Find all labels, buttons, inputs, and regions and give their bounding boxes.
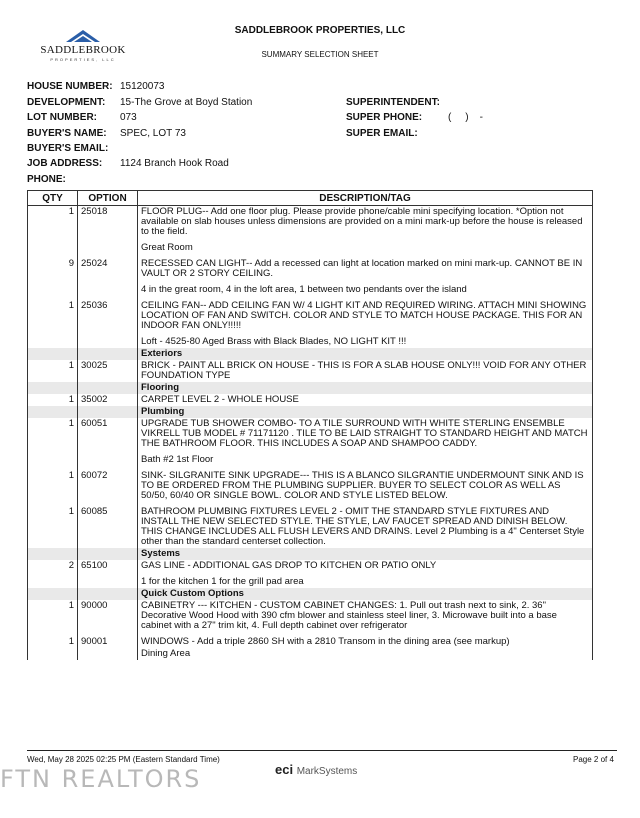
option-cell: 60085 [78, 506, 138, 548]
table-row [28, 418, 593, 450]
buyers-email-label: BUYER'S EMAIL: [27, 143, 109, 154]
super-phone-label: SUPER PHONE: [346, 112, 423, 123]
table-row [28, 360, 593, 382]
section-row [28, 382, 593, 394]
table-row [28, 576, 593, 588]
buyers-name-label: BUYER'S NAME: [27, 128, 107, 139]
ftn-realtors-watermark: FTN REALTORS [0, 765, 202, 793]
description-header: DESCRIPTION/TAG [138, 191, 593, 206]
note-cell: Dining Area [138, 648, 593, 660]
qty-cell [28, 648, 78, 660]
option-cell: 65100 [78, 560, 138, 572]
table-row [28, 560, 593, 572]
note-cell: Bath #2 1st Floor [138, 454, 593, 466]
option-cell: 25036 [78, 300, 138, 332]
section-quick-custom-options: Quick Custom Options [138, 588, 593, 600]
section-row [28, 588, 593, 600]
brand-eci: eci [275, 762, 294, 777]
section-row [28, 406, 593, 418]
note-cell: 1 for the kitchen 1 for the grill pad area [138, 576, 593, 588]
description-cell: CEILING FAN-- ADD CEILING FAN W/ 4 LIGHT KIT AND REQUIRED WIRING. ATTACH MINI SHOWING LOCATION OF FAN AND SWITCH. COLOR AND STYLE TO MATCH HOUSE PACKAGE. THIS FOR AN INDOOR FAN ONLY!!!!! [138, 300, 593, 332]
option-cell [78, 336, 138, 348]
super-email-label: SUPER EMAIL: [346, 128, 418, 139]
qty-cell [28, 242, 78, 254]
table-row [28, 506, 593, 548]
table-row [28, 394, 593, 406]
option-cell: 90000 [78, 600, 138, 632]
qty-cell [28, 454, 78, 466]
table-row [28, 300, 593, 332]
sheet-title: SUMMARY SELECTION SHEET [261, 50, 379, 59]
option-cell: 25018 [78, 206, 138, 239]
buyers-name-value: SPEC, LOT 73 [120, 128, 186, 139]
option-cell [78, 576, 138, 588]
table-row [28, 258, 593, 280]
qty-cell: 1 [28, 206, 78, 239]
description-cell: CABINETRY --- KITCHEN - CUSTOM CABINET CHANGES: 1. Pull out trash next to sink, 2. 36" Decorative Wood Hood with 390 cfm blower and stainless steel liner, 3. Microwave built into a base cabinet with a 27" trim kit, 4. Full depth cabinet over refrigerator [138, 600, 593, 632]
section-row [28, 348, 593, 360]
qty-cell: 1 [28, 636, 78, 648]
qty-cell [28, 576, 78, 588]
development-label: DEVELOPMENT: [27, 97, 106, 108]
table-row [28, 336, 593, 348]
option-cell: 30025 [78, 360, 138, 382]
super-phone-value: ( ) - [448, 112, 483, 123]
print-datetime: Wed, May 28 2025 02:25 PM (Eastern Standard Time) [27, 755, 220, 764]
section-systems: Systems [138, 548, 593, 560]
table-row [28, 470, 593, 502]
qty-cell: 1 [28, 506, 78, 548]
description-cell: FLOOR PLUG-- Add one floor plug. Please provide phone/cable mini specifying location. *Option not available on slab houses unless dimensions are provided on a mini mark-up before the house is released to the field. [138, 206, 593, 239]
company-name: SADDLEBROOK PROPERTIES, LLC [234, 25, 406, 36]
table-header-row [28, 191, 593, 206]
development-value: 15-The Grove at Boyd Station [120, 97, 253, 108]
description-cell: BRICK - PAINT ALL BRICK ON HOUSE - THIS IS FOR A SLAB HOUSE ONLY!!! VOID FOR ANY OTHER FOUNDATION TYPE [138, 360, 593, 382]
table-row [28, 648, 593, 660]
option-cell [78, 242, 138, 254]
section-flooring: Flooring [138, 382, 593, 394]
logo-subtitle: PROPERTIES, LLC [50, 57, 116, 62]
description-cell: GAS LINE - ADDITIONAL GAS DROP TO KITCHEN OR PATIO ONLY [138, 560, 593, 572]
qty-cell: 1 [28, 394, 78, 406]
description-cell: WINDOWS - Add a triple 2860 SH with a 2810 Transom in the dining area (see markup) [138, 636, 593, 648]
option-cell: 35002 [78, 394, 138, 406]
selections-table [27, 190, 593, 660]
table-row [28, 284, 593, 296]
qty-cell: 1 [28, 600, 78, 632]
page-number: Page 2 of 4 [573, 755, 614, 764]
eci-marksystems-logo [275, 762, 357, 777]
description-cell: BATHROOM PLUMBING FIXTURES LEVEL 2 - OMIT THE STANDARD STYLE FIXTURES AND INSTALL THE NEW SELECTED STYLE. THE STYLE, LAV FAUCET SPREAD AND DINISH BELOW. THIS CHANGE INCLUDES ALL FLUSH LEVERS AND DRAINS. Level 2 Plumbing is a 4" Centerset Style other than the standard centerset collection. [138, 506, 593, 548]
job-address-label: JOB ADDRESS: [27, 158, 103, 169]
house-number-value: 15120073 [120, 81, 165, 92]
option-cell [78, 284, 138, 296]
table-row [28, 242, 593, 254]
section-row [28, 548, 593, 560]
qty-cell: 1 [28, 418, 78, 450]
lot-number-label: LOT NUMBER: [27, 112, 97, 123]
section-plumbing: Plumbing [138, 406, 593, 418]
qty-cell: 2 [28, 560, 78, 572]
description-cell: UPGRADE TUB SHOWER COMBO- TO A TILE SURROUND WITH WHITE STERLING ENSEMBLE VIKRELL TUB MODEL # 71171120 . TILE TO BE LAID STRAIGHT TO STANDARD HEIGHT AND MATCH THE BATHROOM FLOOR. THIS INCLUDES A SOAP AND SHAMPOO CADDY. [138, 418, 593, 450]
table-row [28, 454, 593, 466]
qty-cell: 1 [28, 300, 78, 332]
table-row [28, 600, 593, 632]
qty-cell [28, 284, 78, 296]
option-cell: 60072 [78, 470, 138, 502]
option-cell: 25024 [78, 258, 138, 280]
option-cell: 90001 [78, 636, 138, 648]
lot-number-value: 073 [120, 112, 137, 123]
logo-name: SADDLEBROOK [40, 44, 126, 56]
qty-cell: 1 [28, 360, 78, 382]
house-number-label: HOUSE NUMBER: [27, 81, 113, 92]
qty-cell: 9 [28, 258, 78, 280]
table-row [28, 206, 593, 239]
note-cell: Great Room [138, 242, 593, 254]
job-address-value: 1124 Branch Hook Road [120, 158, 229, 169]
qty-cell: 1 [28, 470, 78, 502]
phone-label: PHONE: [27, 174, 66, 185]
option-header: OPTION [78, 191, 138, 206]
description-cell: SINK- SILGRANITE SINK UPGRADE--- THIS IS A BLANCO SILGRANTIE UNDERMOUNT SINK AND IS TO BE ORDERED FROM THE PLUMBING SUPPLIER. BUYER TO SELECT COLOR AS WELL AS 50/50, 60/40 OR SINGLE BOWL. COLOR AND STYLE LISTED BELOW. [138, 470, 593, 502]
description-cell: CARPET LEVEL 2 - WHOLE HOUSE [138, 394, 593, 406]
superintendent-label: SUPERINTENDENT: [346, 97, 440, 108]
option-cell [78, 454, 138, 466]
footer-divider [27, 750, 617, 751]
brand-marksystems: MarkSystems [296, 766, 358, 777]
table-row [28, 636, 593, 648]
note-cell: Loft - 4525-80 Aged Brass with Black Blades, NO LIGHT KIT !!! [138, 336, 593, 348]
section-exteriors: Exteriors [138, 348, 593, 360]
option-cell: 60051 [78, 418, 138, 450]
option-cell [78, 648, 138, 660]
qty-cell [28, 336, 78, 348]
note-cell: 4 in the great room, 4 in the loft area, 1 between two pendants over the island [138, 284, 593, 296]
description-cell: RECESSED CAN LIGHT-- Add a recessed can light at location marked on mini mark-up. CANNOT BE IN VAULT OR 2 STORY CEILING. [138, 258, 593, 280]
qty-header: QTY [28, 191, 78, 206]
